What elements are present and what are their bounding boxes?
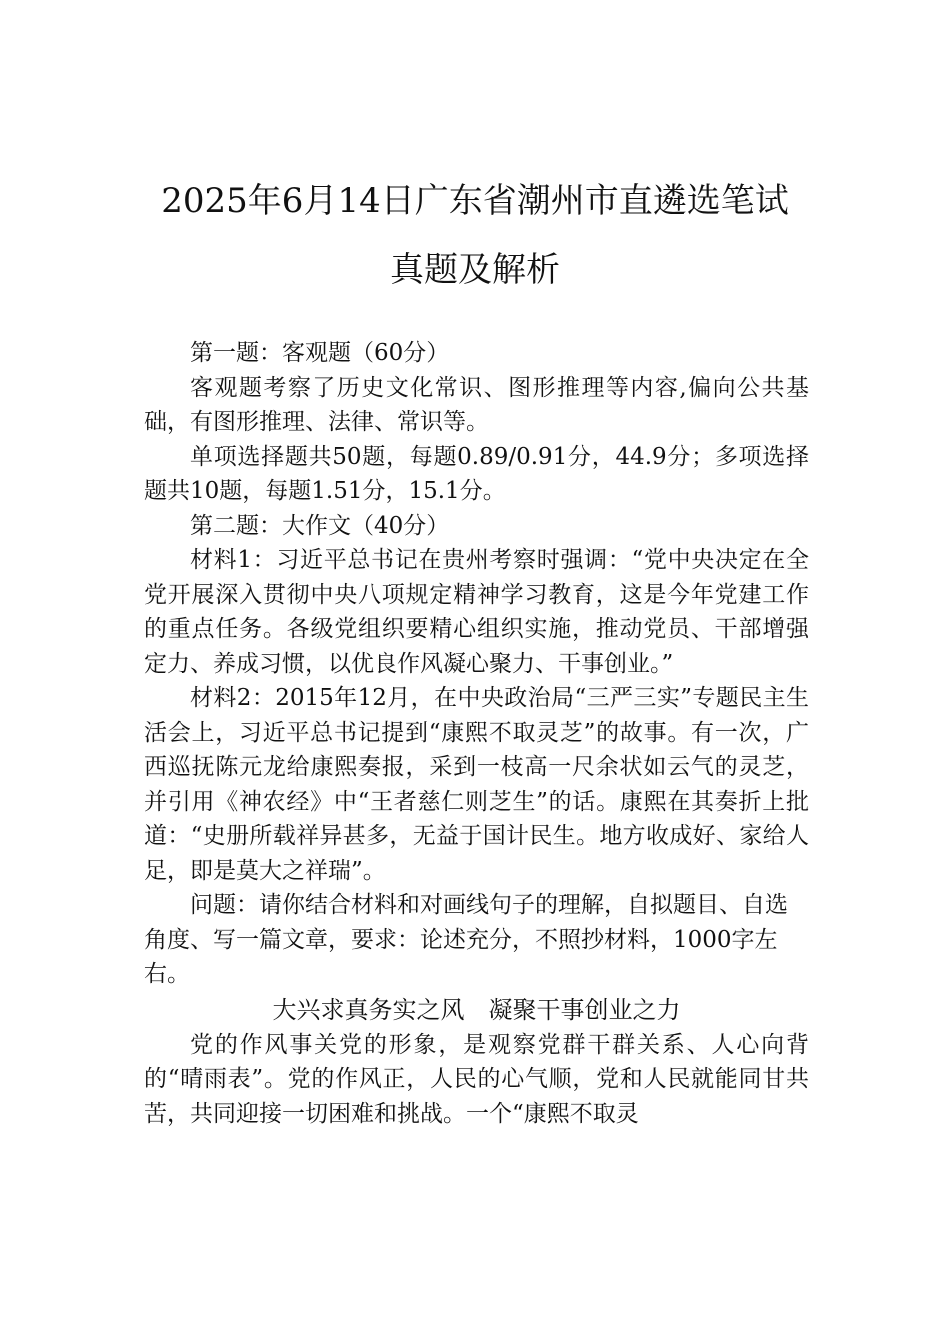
paragraph-material-1: 材料1：习近平总书记在贵州考察时强调：“党中央决定在全党开展深入贯彻中央八项规定精神学习教育，这是今年党建工作的重点任务。各级党组织要精心组织实施，推动党员、干部增强定力、养成习惯，以优良作风凝心聚力、干事创业。” [144,547,809,677]
paragraph-material-2: 材料2：2015年12月，在中央政治局“三严三实”专题民主生活会上，习近平总书记提到“康熙不取灵芝”的故事。有一次，广西巡抚陈元龙给康熙奏报，采到一枝高一尺余状如云气的灵芝，并引用《神农经》中“王者慈仁则芝生”的话。康熙在其奏折上批道：“史册所载祥异甚多，无益于国计民生。地方收成好、家给人足，即是莫大之祥瑞”。 [144,685,809,884]
essay-title: 大兴求真务实之风 凝聚干事创业之力 [272,995,681,1024]
paragraph-question: 问题：请你结合材料和对画线句子的理解，自拟题目、自选角度、写一篇文章，要求：论述充分，不照抄材料，1000字左右。 [144,892,788,987]
section-heading-essay: 第二题：大作文（40分） [190,512,450,539]
paragraph-question-scoring: 单项选择题共50题，每题0.89/0.91分，44.9分；多项选择题共10题，每题1.51分，15.1分。 [144,443,809,504]
document-body [144,336,809,1131]
document-title-line-2: 真题及解析 [390,250,560,290]
document-title-line-1: 2025年6月14日广东省潮州市直遴选笔试 [161,181,789,221]
essay-paragraph: 党的作风事关党的形象，是观察党群干群关系、人心向背的“晴雨表”。党的作风正，人民的心气顺，党和人民就能同甘共苦，共同迎接一切困难和挑战。一个“康熙不取灵 [144,1031,809,1127]
section-heading-objective: 第一题：客观题（60分） [190,340,450,366]
paragraph-objective-description: 客观题考察了历史文化常识、图形推理等内容,偏向公共基础，有图形推理、法律、常识等。 [144,374,809,435]
